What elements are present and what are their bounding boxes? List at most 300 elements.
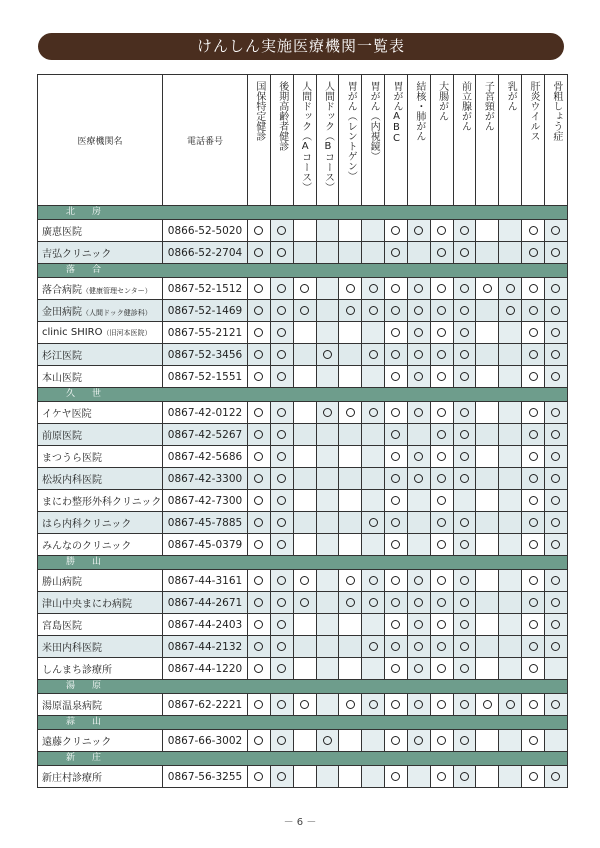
exam-cell [293,446,316,468]
available-mark-icon [414,664,423,673]
exam-cell [248,468,271,490]
header-exam [522,75,545,206]
exam-cell [430,366,453,388]
clinic-name: しんまち診療所 [42,665,112,676]
exam-cell [499,424,522,446]
exam-cell [270,402,293,424]
available-mark-icon [391,306,400,315]
exam-cell [544,322,567,344]
exam-cell [407,730,430,752]
clinic-phone: 0867-55-2121 [163,322,248,344]
exam-cell [316,766,339,788]
available-mark-icon [277,772,286,781]
clinic-phone: 0867-44-2403 [163,614,248,636]
available-mark-icon [300,700,309,709]
exam-cell [476,534,499,556]
clinic-name-cell [38,512,163,534]
exam-cell [544,242,567,264]
table-row [38,322,568,344]
exam-cell [385,570,408,592]
available-mark-icon [300,576,309,585]
table-row [38,636,568,658]
header-phone: 電話番号 [163,75,248,206]
exam-cell [476,512,499,534]
exam-cell [522,242,545,264]
exam-cell [316,242,339,264]
header-exam-label: 大腸がん [436,81,448,121]
exam-cell [362,424,385,446]
table-row [38,570,568,592]
available-mark-icon [277,700,286,709]
section-header [38,264,568,278]
exam-cell [407,402,430,424]
available-mark-icon [414,598,423,607]
available-mark-icon [391,452,400,461]
exam-cell [248,766,271,788]
header-name: 医療機関名 [38,75,163,206]
clinic-name: 廣恵医院 [42,227,82,238]
available-mark-icon [391,496,400,505]
exam-cell [385,300,408,322]
clinic-name-cell [38,322,163,344]
available-mark-icon [460,350,469,359]
exam-cell [476,344,499,366]
exam-cell [499,220,522,242]
available-mark-icon [254,408,263,417]
header-exam-label: 後期高齢者健診 [276,81,288,151]
exam-cell [522,636,545,658]
exam-cell [316,424,339,446]
exam-cell [248,694,271,716]
available-mark-icon [414,620,423,629]
clinic-name: 金田病院 [42,307,82,318]
available-mark-icon [437,598,446,607]
section-area-label: 北 房 [38,206,568,220]
clinic-name: 湯原温泉病院 [42,701,102,712]
exam-cell [453,512,476,534]
available-mark-icon [277,226,286,235]
exam-cell [430,402,453,424]
exam-cell [362,402,385,424]
available-mark-icon [529,350,538,359]
exam-cell [430,278,453,300]
exam-cell [499,658,522,680]
available-mark-icon [460,664,469,673]
exam-cell [522,534,545,556]
exam-cell [385,344,408,366]
exam-cell [248,344,271,366]
clinic-note: （健康管理センター） [82,287,152,295]
exam-cell [430,344,453,366]
exam-cell [293,300,316,322]
available-mark-icon [414,284,423,293]
available-mark-icon [529,372,538,381]
available-mark-icon [346,700,355,709]
clinic-name-cell [38,730,163,752]
exam-cell [270,694,293,716]
exam-cell [453,614,476,636]
clinic-name-cell [38,614,163,636]
exam-cell [430,512,453,534]
exam-cell [476,592,499,614]
exam-cell [270,446,293,468]
available-mark-icon [460,576,469,585]
available-mark-icon [529,518,538,527]
clinic-name-cell [38,424,163,446]
exam-cell [453,468,476,490]
available-mark-icon [391,642,400,651]
exam-cell [339,446,362,468]
exam-cell [453,490,476,512]
exam-cell [430,322,453,344]
available-mark-icon [254,474,263,483]
available-mark-icon [460,226,469,235]
exam-cell [362,658,385,680]
exam-cell [339,344,362,366]
exam-cell [476,402,499,424]
header-exam [385,75,408,206]
available-mark-icon [460,772,469,781]
exam-cell [270,468,293,490]
available-mark-icon [414,642,423,651]
available-mark-icon [277,620,286,629]
exam-cell [522,512,545,534]
exam-cell [339,278,362,300]
clinic-name: clinic SHIRO [42,327,103,338]
available-mark-icon [506,284,515,293]
clinic-phone: 0867-45-7885 [163,512,248,534]
exam-cell [407,468,430,490]
exam-cell [453,658,476,680]
exam-cell [453,534,476,556]
exam-cell [316,570,339,592]
available-mark-icon [529,452,538,461]
exam-cell [476,446,499,468]
header-exam-label: 乳がん [505,81,517,111]
exam-cell [499,322,522,344]
exam-cell [248,490,271,512]
clinic-name: 吉弘クリニック [42,249,112,260]
exam-cell [248,636,271,658]
exam-cell [248,614,271,636]
available-mark-icon [323,350,332,359]
available-mark-icon [437,452,446,461]
clinic-phone: 0867-44-3161 [163,570,248,592]
available-mark-icon [277,328,286,337]
exam-cell [362,694,385,716]
table-row [38,402,568,424]
exam-cell [544,366,567,388]
exam-cell [362,344,385,366]
table-row [38,344,568,366]
exam-cell [270,424,293,446]
exam-cell [407,534,430,556]
exam-cell [293,424,316,446]
exam-cell [453,694,476,716]
exam-cell [407,446,430,468]
clinic-name: はら内科クリニック [42,519,132,530]
clinic-phone: 0867-44-2132 [163,636,248,658]
available-mark-icon [437,328,446,337]
clinic-phone: 0867-66-3002 [163,730,248,752]
exam-cell [522,278,545,300]
exam-cell [476,490,499,512]
exam-cell [453,424,476,446]
available-mark-icon [414,350,423,359]
available-mark-icon [254,452,263,461]
clinic-phone: 0867-44-1220 [163,658,248,680]
exam-cell [270,242,293,264]
exam-cell [544,300,567,322]
available-mark-icon [369,284,378,293]
exam-cell [499,446,522,468]
available-mark-icon [551,306,560,315]
available-mark-icon [391,664,400,673]
exam-cell [430,300,453,322]
exam-cell [316,694,339,716]
exam-cell [544,534,567,556]
exam-cell [270,592,293,614]
exam-cell [385,424,408,446]
available-mark-icon [551,540,560,549]
available-mark-icon [391,518,400,527]
available-mark-icon [391,772,400,781]
header-exam-label: 骨粗しょう症 [550,81,562,141]
header-exam-label: 子宮頸がん [482,81,494,131]
exam-cell [362,468,385,490]
exam-cell [293,512,316,534]
available-mark-icon [254,772,263,781]
exam-cell [522,730,545,752]
exam-cell [522,766,545,788]
exam-cell [522,344,545,366]
exam-cell [362,322,385,344]
available-mark-icon [529,430,538,439]
available-mark-icon [300,306,309,315]
exam-cell [430,730,453,752]
available-mark-icon [460,248,469,257]
available-mark-icon [551,700,560,709]
exam-cell [522,322,545,344]
exam-cell [270,344,293,366]
exam-cell [476,730,499,752]
exam-cell [499,490,522,512]
table-row [38,614,568,636]
exam-cell [407,570,430,592]
clinic-name-cell [38,534,163,556]
header-exam [430,75,453,206]
available-mark-icon [254,248,263,257]
exam-cell [453,344,476,366]
available-mark-icon [414,226,423,235]
exam-cell [499,570,522,592]
exam-cell [316,322,339,344]
clinic-name: イケヤ医院 [42,409,92,420]
exam-cell [293,534,316,556]
available-mark-icon [391,350,400,359]
available-mark-icon [529,576,538,585]
table-header [38,75,568,206]
available-mark-icon [346,598,355,607]
available-mark-icon [551,496,560,505]
exam-cell [316,614,339,636]
available-mark-icon [437,664,446,673]
available-mark-icon [254,284,263,293]
exam-cell [430,468,453,490]
available-mark-icon [529,664,538,673]
clinic-note: （旧河本医院） [102,329,152,337]
exam-cell [270,220,293,242]
available-mark-icon [277,248,286,257]
exam-cell [430,570,453,592]
exam-cell [544,446,567,468]
exam-cell [430,694,453,716]
clinic-name-cell [38,242,163,264]
available-mark-icon [414,452,423,461]
available-mark-icon [277,408,286,417]
available-mark-icon [437,700,446,709]
clinic-name: 遠藤クリニック [42,737,112,748]
clinic-name: まつうら医院 [42,453,102,464]
available-mark-icon [529,620,538,629]
exam-cell [248,366,271,388]
exam-cell [407,424,430,446]
exam-cell [362,766,385,788]
available-mark-icon [551,430,560,439]
available-mark-icon [277,664,286,673]
exam-cell [270,534,293,556]
exam-cell [316,366,339,388]
exam-cell [544,658,567,680]
exam-cell [362,614,385,636]
exam-cell [362,636,385,658]
section-area-label: 勝 山 [38,556,568,570]
clinic-name-cell [38,766,163,788]
clinic-name: 米田内科医院 [42,643,102,654]
exam-cell [522,220,545,242]
table-row [38,242,568,264]
available-mark-icon [460,598,469,607]
exam-cell [270,614,293,636]
exam-cell [339,490,362,512]
available-mark-icon [369,306,378,315]
clinic-name-cell [38,694,163,716]
header-exam [293,75,316,206]
exam-cell [522,446,545,468]
exam-cell [453,322,476,344]
exam-cell [248,278,271,300]
exam-cell [316,446,339,468]
available-mark-icon [460,540,469,549]
exam-cell [430,446,453,468]
exam-cell [248,730,271,752]
exam-cell [407,614,430,636]
table-row [38,220,568,242]
available-mark-icon [277,452,286,461]
exam-cell [522,570,545,592]
exam-cell [385,322,408,344]
exam-cell [339,424,362,446]
clinic-phone: 0867-44-2671 [163,592,248,614]
available-mark-icon [551,408,560,417]
available-mark-icon [460,306,469,315]
clinic-phone: 0867-45-0379 [163,534,248,556]
table-row [38,694,568,716]
available-mark-icon [277,284,286,293]
clinic-phone: 0867-42-7300 [163,490,248,512]
exam-cell [544,220,567,242]
available-mark-icon [460,518,469,527]
available-mark-icon [529,248,538,257]
header-exam [407,75,430,206]
available-mark-icon [551,328,560,337]
exam-cell [499,512,522,534]
clinic-phone: 0867-52-1469 [163,300,248,322]
exam-cell [339,592,362,614]
available-mark-icon [437,496,446,505]
available-mark-icon [551,576,560,585]
exam-cell [453,220,476,242]
exam-cell [339,614,362,636]
exam-cell [385,468,408,490]
available-mark-icon [300,284,309,293]
available-mark-icon [551,350,560,359]
exam-cell [316,512,339,534]
header-exam [339,75,362,206]
header-exam-label: 前立腺がん [459,81,471,131]
exam-cell [270,278,293,300]
section-header [38,716,568,730]
exam-cell [476,300,499,322]
available-mark-icon [437,518,446,527]
page-title: けんしん実施医療機関一覧表 [38,33,564,60]
section-area-label: 湯 原 [38,680,568,694]
exam-cell [453,570,476,592]
clinic-phone: 0867-42-3300 [163,468,248,490]
table-row [38,424,568,446]
available-mark-icon [551,620,560,629]
exam-cell [385,402,408,424]
clinic-name: 前原医院 [42,431,82,442]
clinic-name-cell [38,468,163,490]
available-mark-icon [551,772,560,781]
clinic-phone: 0867-42-5267 [163,424,248,446]
available-mark-icon [506,306,515,315]
header-exam [476,75,499,206]
header-exam [453,75,476,206]
exam-cell [430,220,453,242]
clinic-phone: 0867-56-3255 [163,766,248,788]
clinic-name: 落合病院 [42,285,82,296]
exam-cell [316,220,339,242]
exam-cell [362,278,385,300]
exam-cell [430,766,453,788]
exam-cell [270,570,293,592]
available-mark-icon [254,430,263,439]
available-mark-icon [437,576,446,585]
available-mark-icon [254,350,263,359]
exam-cell [522,366,545,388]
available-mark-icon [277,736,286,745]
exam-cell [293,766,316,788]
clinic-name: 本山医院 [42,373,82,384]
available-mark-icon [529,226,538,235]
available-mark-icon [551,372,560,381]
header-exam [316,75,339,206]
available-mark-icon [437,284,446,293]
exam-cell [522,592,545,614]
exam-cell [453,766,476,788]
